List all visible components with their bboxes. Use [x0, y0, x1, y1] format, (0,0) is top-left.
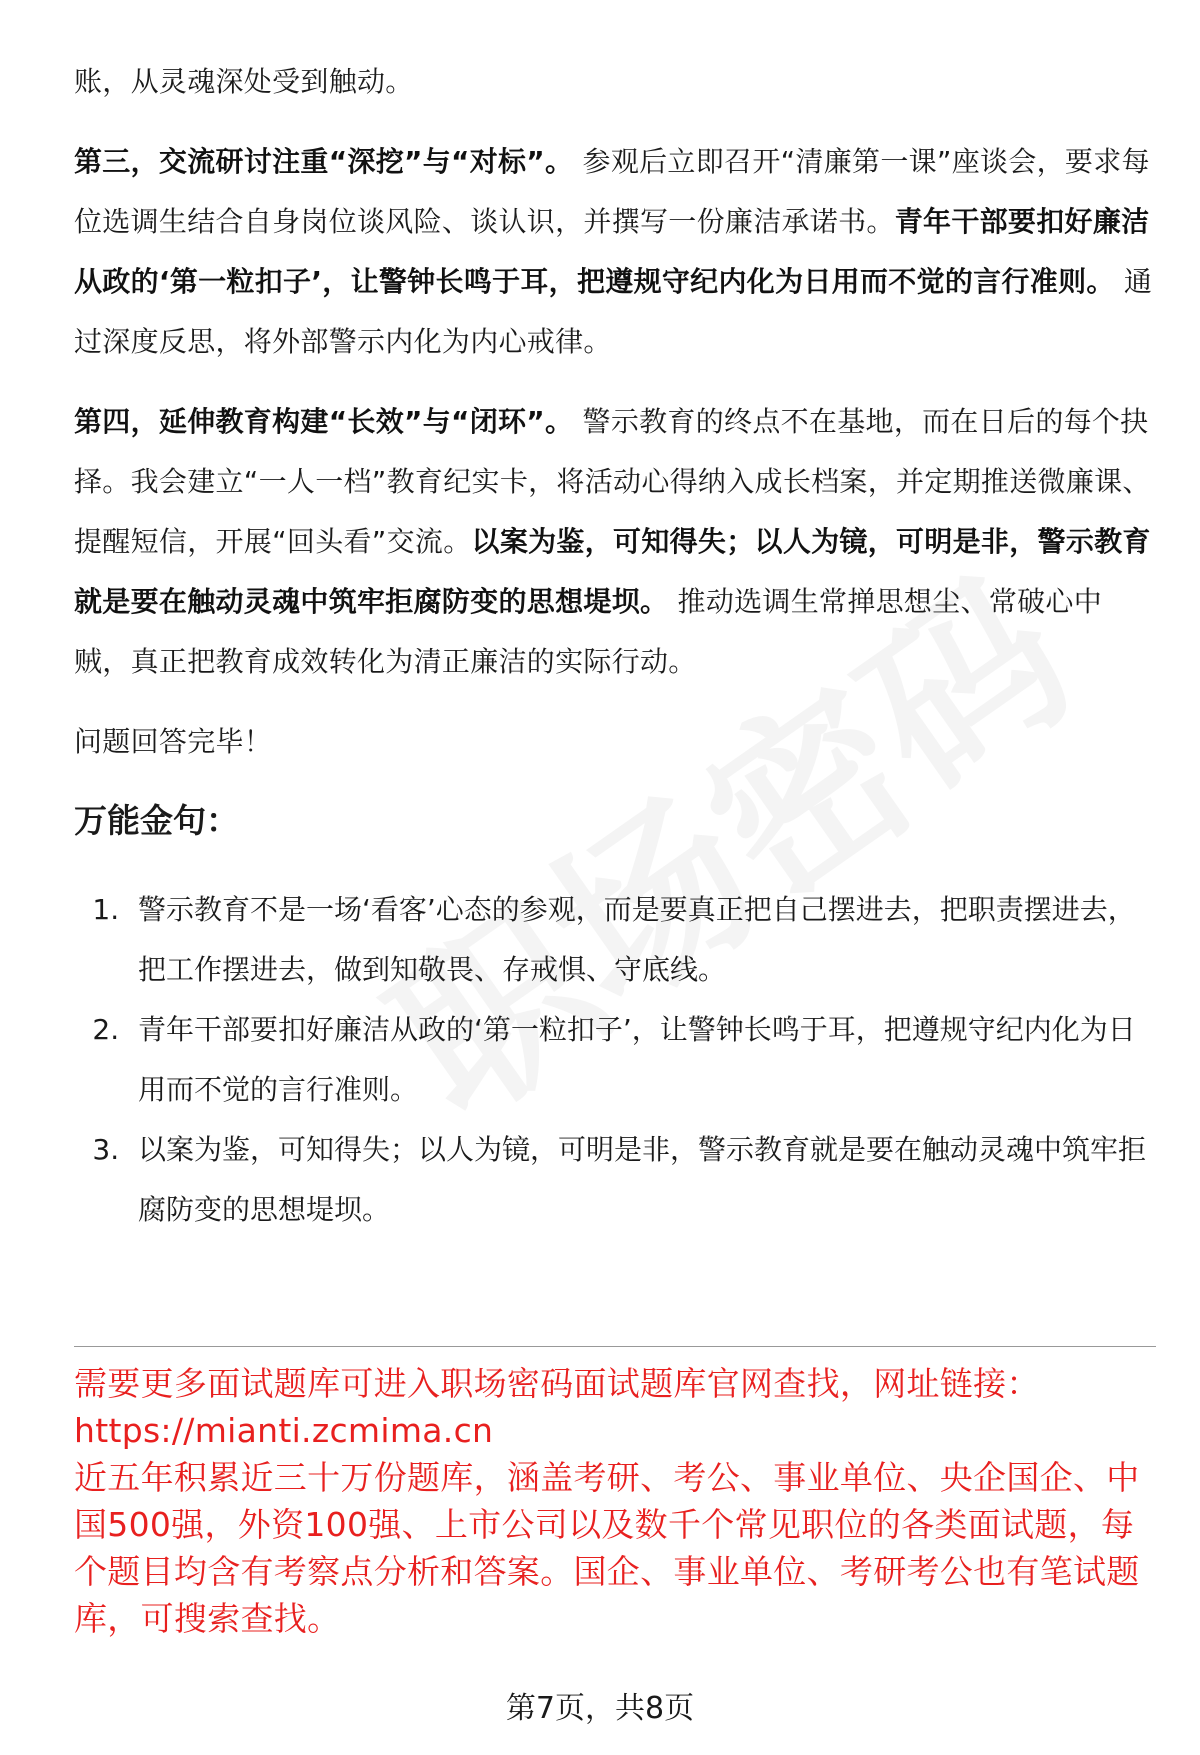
fourth-point-tail: 推动选调生常掸思想尘、常破心中贼，真正把教育成效转化为清正廉洁的实际行动。: [74, 585, 1103, 678]
third-point-body: 参观后立即召开“清廉第一课”座谈会，要求每位选调生结合自身岗位谈风险、谈认识，并撰写一份廉洁承诺书。: [74, 145, 1150, 238]
promo-description: 近五年积累近三十万份题库，涵盖考研、考公、事业单位、央企国企、中国500强，外资100强、上市公司以及数千个常见职位的各类面试题，每个题目均含有考察点分析和答案。国企、事业单位、考研考公也有笔试题库，可搜索查找。: [74, 1458, 1140, 1638]
closing-line: 问题回答完毕！: [74, 725, 273, 758]
fourth-point-emphasis: 以案为鉴，可知得失；以人为镜，可明是非，警示教育就是要在触动灵魂中筑牢拒腐防变的思想堤坝。: [74, 525, 1151, 618]
answer-body: [74, 52, 1154, 1240]
third-point-emphasis: 青年干部要扣好廉洁从政的‘第一粒扣子’，让警钟长鸣于耳，把遵规守纪内化为日用而不觉的言行准则。: [74, 205, 1150, 298]
quote-item: 1. 警示教育不是一场‘看客’心态的参观，而是要真正把自己摆进去，把职责摆进去，把工作摆进去，做到知敬畏、存戒惧、守底线。: [128, 880, 1154, 1000]
page-number: 第7页，共8页: [505, 1691, 695, 1726]
promo-link[interactable]: https://mianti.zcmima.cn: [74, 1411, 494, 1450]
fourth-point-body: 警示教育的终点不在基地，而在日后的每个抉择。我会建立“一人一档”教育纪实卡，将活动心得纳入成长档案，并定期推送微廉课、提醒短信，开展“回头看”交流。: [74, 405, 1151, 558]
paragraph-continuation: 账，从灵魂深处受到触动。: [74, 65, 414, 98]
quotes-heading: 万能金句：: [74, 801, 239, 840]
quote-item: 2. 青年干部要扣好廉洁从政的‘第一粒扣子’，让警钟长鸣于耳，把遵规守纪内化为日用而不觉的言行准则。: [128, 1000, 1154, 1120]
promo-block: [74, 1360, 1164, 1642]
fourth-point-lead: 第四，延伸教育构建“长效”与“闭环”。: [74, 405, 574, 438]
quote-item: 3. 以案为鉴，可知得失；以人为镜，可明是非，警示教育就是要在触动灵魂中筑牢拒腐防变的思想堤坝。: [128, 1120, 1154, 1240]
third-point-tail: 通过深度反思，将外部警示内化为内心戒律。: [74, 265, 1153, 358]
divider: [74, 1346, 1156, 1347]
paragraph-fourth-point: [74, 392, 1154, 692]
promo-intro: 需要更多面试题库可进入职场密码面试题库官网查找，网址链接：: [74, 1364, 1040, 1403]
quotes-list: [74, 880, 1154, 1240]
paragraph-third-point: [74, 132, 1154, 372]
third-point-lead: 第三，交流研讨注重“深挖”与“对标”。: [74, 145, 574, 178]
